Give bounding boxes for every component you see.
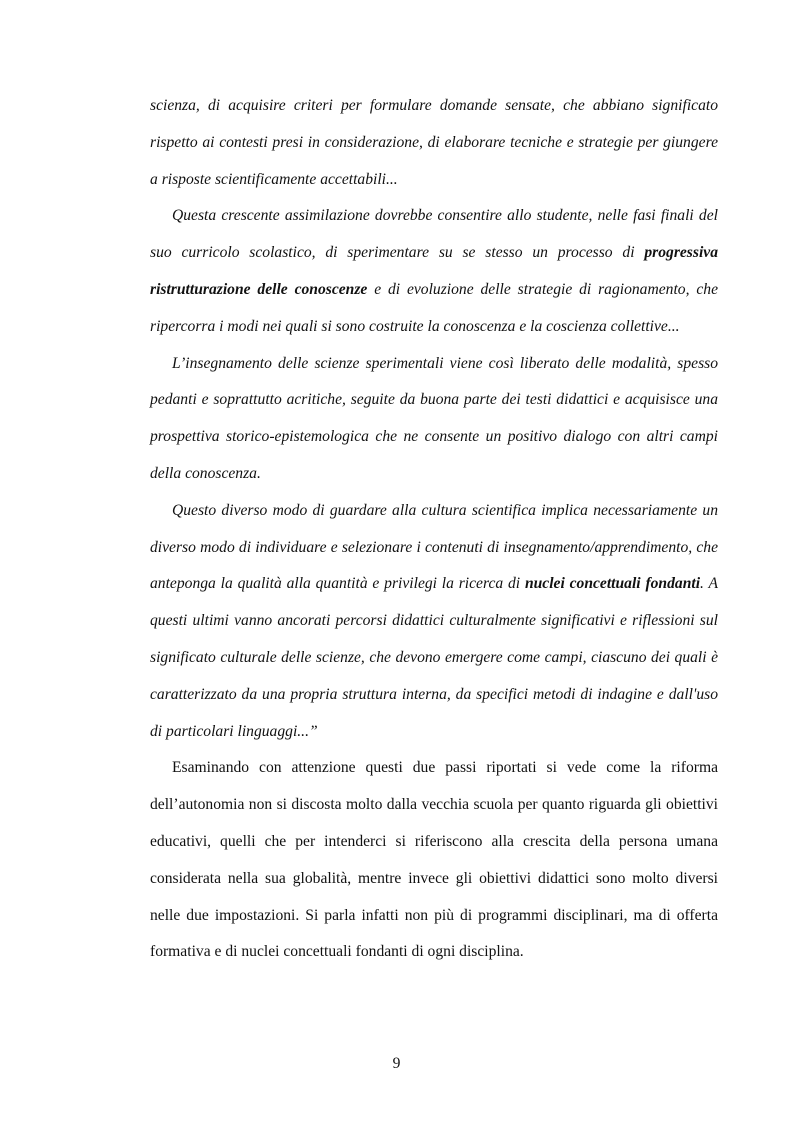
bold-term: nuclei concettuali fondanti (524, 575, 701, 593)
paragraph-quote-continuation (150, 88, 718, 198)
paragraph-quote-teaching (150, 346, 718, 493)
paragraph-quote-scientific-culture (150, 493, 718, 751)
page-number: 9 (392, 1055, 401, 1072)
text-run: e di evoluzione delle strategie di ragionamento, che ripercorra i modi nei quali si sono costruite la conoscenza e la coscienza collettive... (150, 280, 718, 335)
text-run: . A questi ultimi vanno ancorati percorsi didattici culturalmente significativi e riflessioni sul significato culturale delle scienze, che devono emergere come campi, ciascuno dei quali è caratterizzato da una propria struttura interna, da specifici metodi di indagine e dall'uso di particolari linguaggi...” (150, 575, 718, 740)
text-run: Esaminando con attenzione questi due passi riportati si vede come la riforma dell’autonomia non si discosta molto dalla vecchia scuola per quanto riguarda gli obiettivi educativi, quelli che per intenderci si riferiscono alla crescita della persona umana considerata nella sua globalità, mentre invece gli obiettivi didattici sono molto diversi nelle due impostazioni. Si parla infatti non più di programmi disciplinari, ma di offerta formativa e di nuclei concettuali fondanti di ogni disciplina. (150, 759, 718, 961)
paragraph-quote-assimilation (150, 198, 718, 345)
text-run: Questo diverso modo di guardare alla cultura scientifica implica necessariamente un diverso modo di individuare e selezionare i contenuti di insegnamento/apprendimento, che anteponga la qualità alla quantità e privilegi la ricerca di (150, 501, 718, 593)
text-run: L’insegnamento delle scienze sperimentali viene così liberato delle modalità, spesso pedanti e soprattutto acritiche, seguite da buona parte dei testi didattici e acquisisce una prospettiva storico-epistemologica che ne consente un positivo dialogo con altri campi della conoscenza. (150, 354, 718, 482)
bold-term: progressiva ristrutturazione delle conoscenze (150, 244, 718, 298)
document-body (150, 88, 718, 971)
paragraph-commentary (150, 750, 718, 971)
text-run: scienza, di acquisire criteri per formulare domande sensate, che abbiano significato rispetto ai contesti presi in considerazione, di elaborare tecniche e strategie per giungere a risposte scientificamente accettabili... (150, 97, 718, 188)
text-run: Questa crescente assimilazione dovrebbe consentire allo studente, nelle fasi finali del suo curricolo scolastico, di sperimentare su se stesso un processo di (150, 207, 718, 262)
